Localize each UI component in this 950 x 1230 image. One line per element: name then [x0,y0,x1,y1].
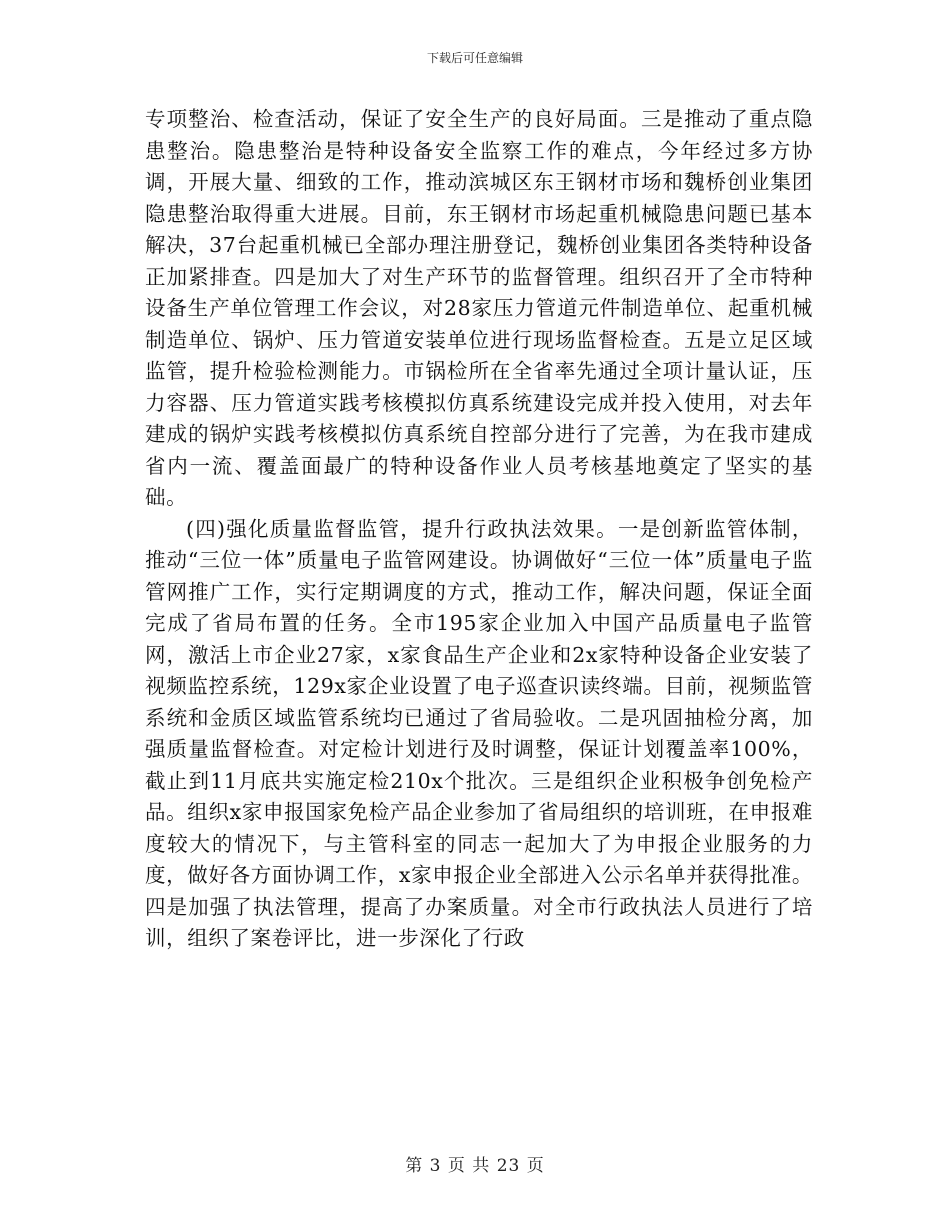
page-number: 第 3 页 共 23 页 [405,1156,545,1176]
body-paragraph-1: 专项整治、检查活动，保证了安全生产的良好局面。三是推动了重点隐患整治。隐患整治是特种设备安全监察工作的难点，今年经过多方协调，开展大量、细致的工作，推动滨城区东王钢材市场和魏桥创业集团隐患整治取得重大进展。目前，东王钢材市场起重机械隐患问题已基本解决，37台起重机械已全部办理注册登记，魏桥创业集团各类特种设备正加紧排查。四是加大了对生产环节的监督管理。组织召开了全市特种设备生产单位管理工作会议，对28家压力管道元件制造单位、起重机械制造单位、锅炉、压力管道安装单位进行现场监督检查。五是立足区域监管，提升检验检测能力。市锅检所在全省率先通过全项计量认证，压力容器、压力管道实践考核模拟仿真系统建设完成并投入使用，对去年建成的锅炉实践考核模拟仿真系统自控部分进行了完善，为在我市建成省内一流、覆盖面最广的特种设备作业人员考核基地奠定了坚实的基础。 [145,107,813,509]
page-header [0,50,950,66]
page-footer [0,1155,950,1177]
header-note: 下载后可任意编辑 [426,51,523,65]
document-body [145,104,813,955]
body-paragraph-2: (四)强化质量监督监管，提升行政执法效果。一是创新监管体制，推动“三位一体”质量电子监管网建设。协调做好“三位一体”质量电子监管网推广工作，实行定期调度的方式，推动工作，解决问题，保证全面完成了省局布置的任务。全市195家企业加入中国产品质量电子监管网，激活上市企业27家，x家食品生产企业和2x家特种设备企业安装了视频监控系统，129x家企业设置了电子巡查识读终端。目前，视频监管系统和金质区域监管系统均已通过了省局验收。二是巩固抽检分离，加强质量监督检查。对定检计划进行及时调整，保证计划覆盖率100%，截止到11月底共实施定检210x个批次。三是组织企业积极争创免检产品。组织x家申报国家免检产品企业参加了省局组织的培训班，在申报难度较大的情况下，与主管科室的同志一起加大了为申报企业服务的力度，做好各方面协调工作，x家申报企业全部进入公示名单并获得批准。四是加强了执法管理，提高了办案质量。对全市行政执法人员进行了培训，组织了案卷评比，进一步深化了行政 [145,516,813,950]
